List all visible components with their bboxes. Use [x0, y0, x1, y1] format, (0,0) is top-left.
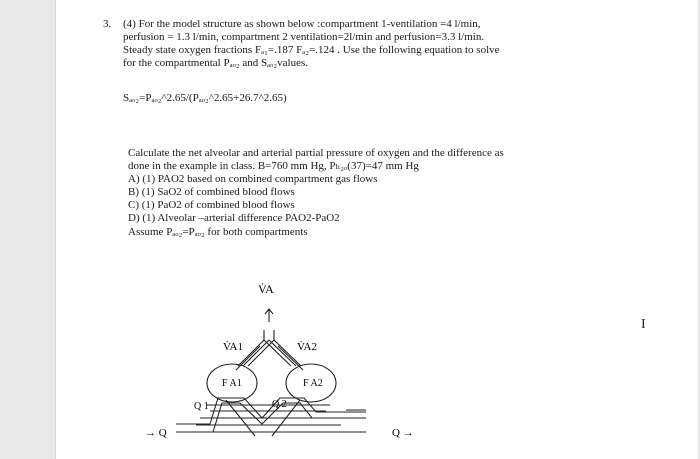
- calc-line-part-d: D) (1) Alveolar –arterial difference PAO2-PaO2: [128, 212, 340, 224]
- q1-label: Q 1: [194, 401, 209, 412]
- fa1-label: F A1: [222, 378, 242, 389]
- calc-line-2: done in the example in class. B=760 mm Hg, Pₕ₂ₒ(37)=47 mm Hg: [128, 160, 419, 172]
- q-in-label: → Q: [145, 427, 167, 439]
- calc-line-1: Calculate the net alveolar and arterial partial pressure of oxygen and the difference as: [128, 147, 504, 159]
- text-cursor-icon: I: [641, 317, 646, 332]
- calc-line-assume: Assume Pₐₒ₂=Pₐₒ₂ for both compartments: [128, 226, 308, 238]
- va2-label: V̇A2: [297, 341, 317, 353]
- fa2-label: F A2: [303, 378, 323, 389]
- calc-line-part-c: C) (1) PaO2 of combined blood flows: [128, 199, 295, 211]
- q2-label: Q 2: [272, 399, 287, 410]
- intro-line-3: Steady state oxygen fractions Fₐ₁=.187 Fₐ₂=.124 . Use the following equation to solve: [123, 44, 500, 56]
- intro-line-4: for the compartmental Pₐₒ₂ and Sₐₒ₂values.: [123, 57, 308, 69]
- question-number: 3.: [103, 18, 112, 30]
- saturation-formula: Sₐₒ₂=Pₐₒ₂^2.65/(Pₐₒ₂^2.65+26.7^2.65): [123, 92, 287, 104]
- va-total-label: V̇A: [258, 282, 274, 296]
- calc-line-part-a: A) (1) PAO2 based on combined compartment gas flows: [128, 173, 378, 185]
- calc-line-part-b: B) (1) SaO2 of combined blood flows: [128, 186, 295, 198]
- intro-line-1: (4) For the model structure as shown below :compartment 1-ventilation =4 l/min,: [123, 18, 481, 30]
- va1-label: V̇A1: [223, 341, 243, 353]
- intro-line-2: perfusion = 1.3 l/min, compartment 2 ventilation=2l/min and perfusion=3.3 l/min.: [123, 31, 485, 43]
- q-out-label: Q →: [392, 427, 414, 439]
